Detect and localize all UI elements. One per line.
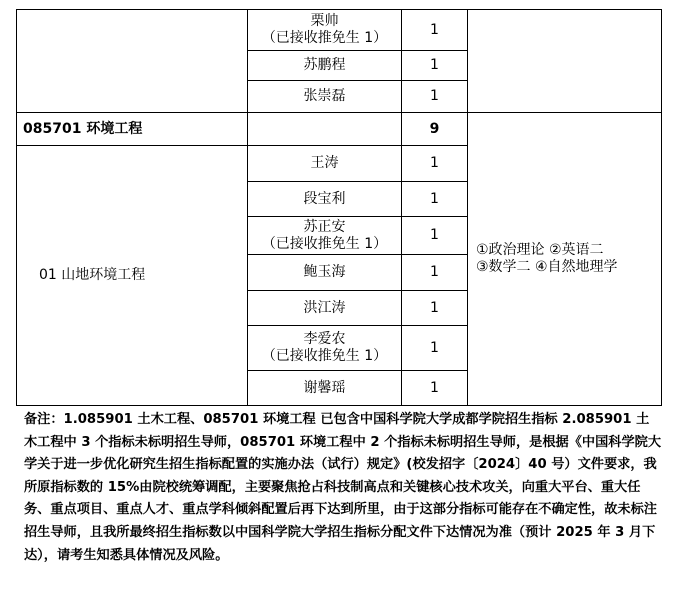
subjects-line-1: ①政治理论 ②英语二 bbox=[476, 242, 604, 258]
quota-count: 1 bbox=[402, 371, 468, 406]
remarks-paragraph: 备注：1.085901 土木工程、085701 环境工程 已包含中国科学院大学成都学院招生指标 2.085901 土木工程中 3 个指标未标明招生导师，085701 环境工程中 2 个指标未标明招生导师，是根据《中国科学院大学关于进一步优化研究生招生指标配置的实施办法（试行）规定》(校发招字〔2024〕40 号）文件要求，我所原指标数的 15%由院校统筹调配，主要聚焦抢占科技制高点和关键核心技术攻关，向重大平台、重大任务、重点项目、重点人才、重点学科倾斜配置后再下达到所里，由于这部分指标可能存在不确定性，故未标注招生导师，且我所最终招生指标数以中国科学院大学招生指标分配文件下达情况为准（预计 2025 年 3 月下达），请考生知悉具体情况及风险。 bbox=[24, 412, 662, 563]
major-empty-cell bbox=[248, 113, 402, 146]
empty-direction-cell bbox=[17, 10, 248, 113]
supervisor-name: 栗帅 bbox=[310, 13, 339, 29]
supervisor-note: （已接收推免生 1） bbox=[261, 30, 388, 46]
quota-count: 1 bbox=[402, 326, 468, 371]
quota-count: 1 bbox=[402, 51, 468, 81]
quota-count: 1 bbox=[402, 10, 468, 51]
supervisor-note: （已接收推免生 1） bbox=[261, 348, 388, 364]
exam-subjects bbox=[468, 113, 662, 406]
supervisor-cell bbox=[248, 217, 402, 255]
quota-count: 1 bbox=[402, 291, 468, 326]
supervisor-name: 王涛 bbox=[248, 146, 402, 182]
supervisor-name: 谢馨瑶 bbox=[248, 371, 402, 406]
supervisor-cell bbox=[248, 326, 402, 371]
enrollment-table bbox=[16, 9, 662, 406]
supervisor-name: 李爱农 bbox=[303, 331, 346, 347]
supervisor-name: 苏鹏程 bbox=[248, 51, 402, 81]
major-label: 085701 环境工程 bbox=[17, 113, 248, 146]
direction-label: 01 山地环境工程 bbox=[17, 146, 248, 406]
supervisor-name: 苏正安 bbox=[303, 218, 346, 235]
supervisor-name: 鲍玉海 bbox=[248, 255, 402, 291]
supervisor-note: （已接收推免生 1） bbox=[261, 235, 388, 252]
empty-subjects-cell bbox=[468, 10, 662, 113]
quota-count: 1 bbox=[402, 182, 468, 217]
supervisor-cell bbox=[248, 10, 402, 51]
supervisor-name: 段宝利 bbox=[248, 182, 402, 217]
supervisor-name: 张崇磊 bbox=[248, 81, 402, 113]
major-count: 9 bbox=[402, 113, 468, 146]
supervisor-name: 洪江涛 bbox=[248, 291, 402, 326]
subjects-line-2: ③数学二 ④自然地理学 bbox=[476, 259, 618, 275]
quota-count: 1 bbox=[402, 81, 468, 113]
quota-count: 1 bbox=[402, 146, 468, 182]
quota-count: 1 bbox=[402, 255, 468, 291]
quota-count: 1 bbox=[402, 217, 468, 255]
